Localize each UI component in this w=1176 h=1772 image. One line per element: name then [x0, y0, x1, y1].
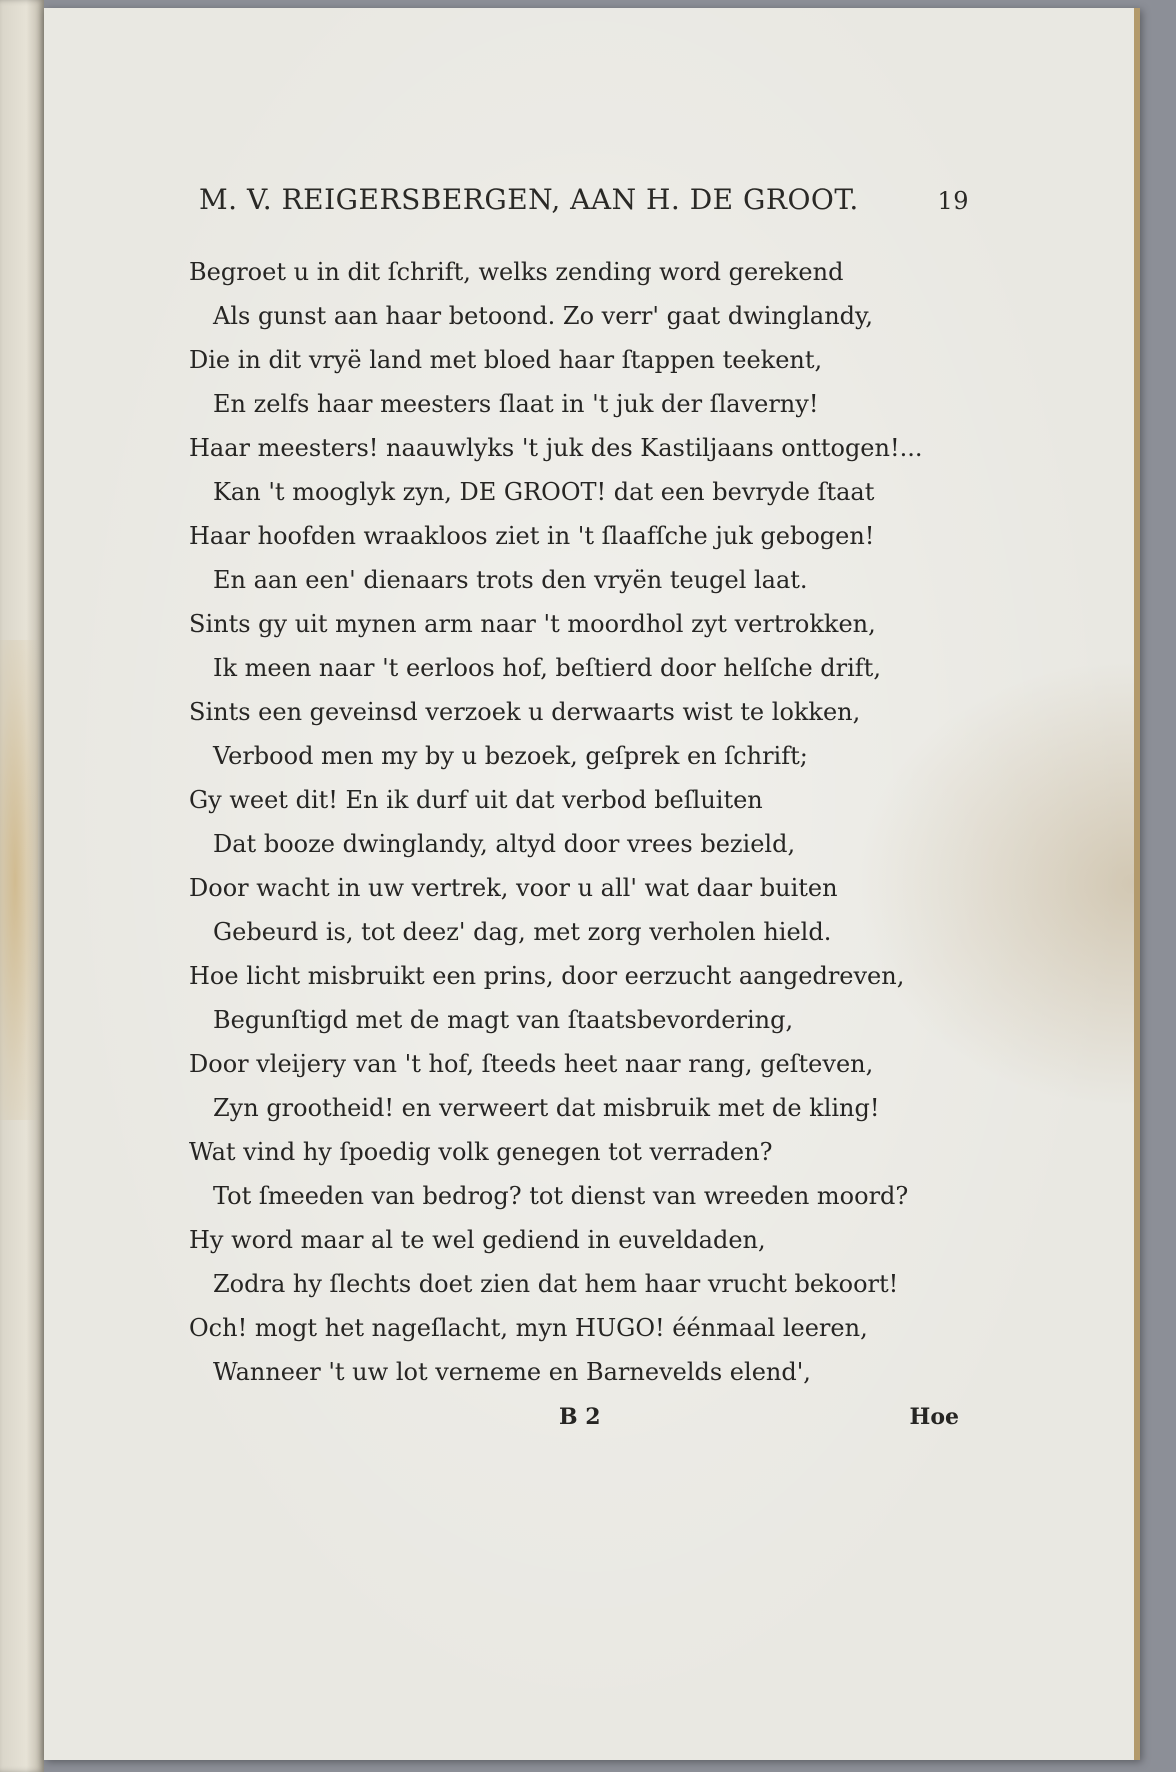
poem-line: Tot ſmeeden van bedrog? tot dienst van wreeden moord?	[213, 1182, 909, 1210]
poem-line: Als gunst aan haar betoond. Zo verr' gaat dwinglandy,	[213, 302, 874, 330]
poem-line: Door vleijery van 't hof, ſteeds heet naar rang, geſteven,	[189, 1050, 874, 1078]
running-title: M. V. REIGERSBERGEN, AAN H. DE GROOT.	[199, 183, 859, 216]
catchword: Hoe	[909, 1404, 959, 1430]
poem-line: Zodra hy ſlechts doet zien dat hem haar vrucht bekoort!	[213, 1270, 899, 1298]
page-number: 19	[937, 187, 969, 215]
poem-line: Dat booze dwinglandy, altyd door vrees bezield,	[213, 830, 796, 858]
signature-mark: B 2	[559, 1404, 601, 1430]
poem-line: Och! mogt het nageſlacht, myn HUGO! éénmaal leeren,	[189, 1314, 868, 1342]
foxing-stain	[0, 640, 38, 1120]
poem-line: Sints gy uit mynen arm naar 't moordhol zyt vertrokken,	[189, 610, 876, 638]
poem-line: Hy word maar al te wel gediend in euveldaden,	[189, 1226, 766, 1254]
page-text-block	[189, 183, 969, 1444]
poem-line: Door wacht in uw vertrek, voor u all' wat daar buiten	[189, 874, 838, 902]
poem-line: Verbood men my by u bezoek, geſprek en ſchrift;	[213, 742, 808, 770]
poem-line: Wanneer 't uw lot verneme en Barnevelds elend',	[213, 1358, 811, 1386]
poem-line: Haar meesters! naauwlyks 't juk des Kastiljaans onttogen!...	[189, 434, 923, 462]
book-page	[44, 8, 1140, 1760]
poem-line: En zelfs haar meesters ſlaat in 't juk der ſlaverny!	[213, 390, 819, 418]
poem-line: Die in dit vryë land met bloed haar ſtappen teekent,	[189, 346, 823, 374]
poem-line: En aan een' dienaars trots den vryën teugel laat.	[213, 566, 808, 594]
poem-line: Gy weet dit! En ik durf uit dat verbod beſluiten	[189, 786, 763, 814]
poem-line: Sints een geveinsd verzoek u derwaarts wist te lokken,	[189, 698, 861, 726]
poem-line: Hoe licht misbruikt een prins, door eerzucht aangedreven,	[189, 962, 905, 990]
poem-line: Ik meen naar 't eerloos hof, beſtierd door helſche drift,	[213, 654, 881, 682]
poem-line: Wat vind hy ſpoedig volk genegen tot verraden?	[189, 1138, 773, 1166]
poem	[189, 250, 969, 1394]
poem-line: Haar hoofden wraakloos ziet in 't ſlaafſche juk gebogen!	[189, 522, 875, 550]
poem-line: Kan 't mooglyk zyn, DE GROOT! dat een bevryde ſtaat	[213, 478, 875, 506]
poem-line: Zyn grootheid! en verweert dat misbruik met de kling!	[213, 1094, 880, 1122]
poem-line: Begunſtigd met de magt van ſtaatsbevordering,	[213, 1006, 794, 1034]
page-footer	[189, 1404, 969, 1444]
poem-line: Gebeurd is, tot deez' dag, met zorg verholen hield.	[213, 918, 832, 946]
running-head	[199, 183, 969, 216]
poem-line: Begroet u in dit ſchrift, welks zending word gerekend	[189, 258, 844, 286]
